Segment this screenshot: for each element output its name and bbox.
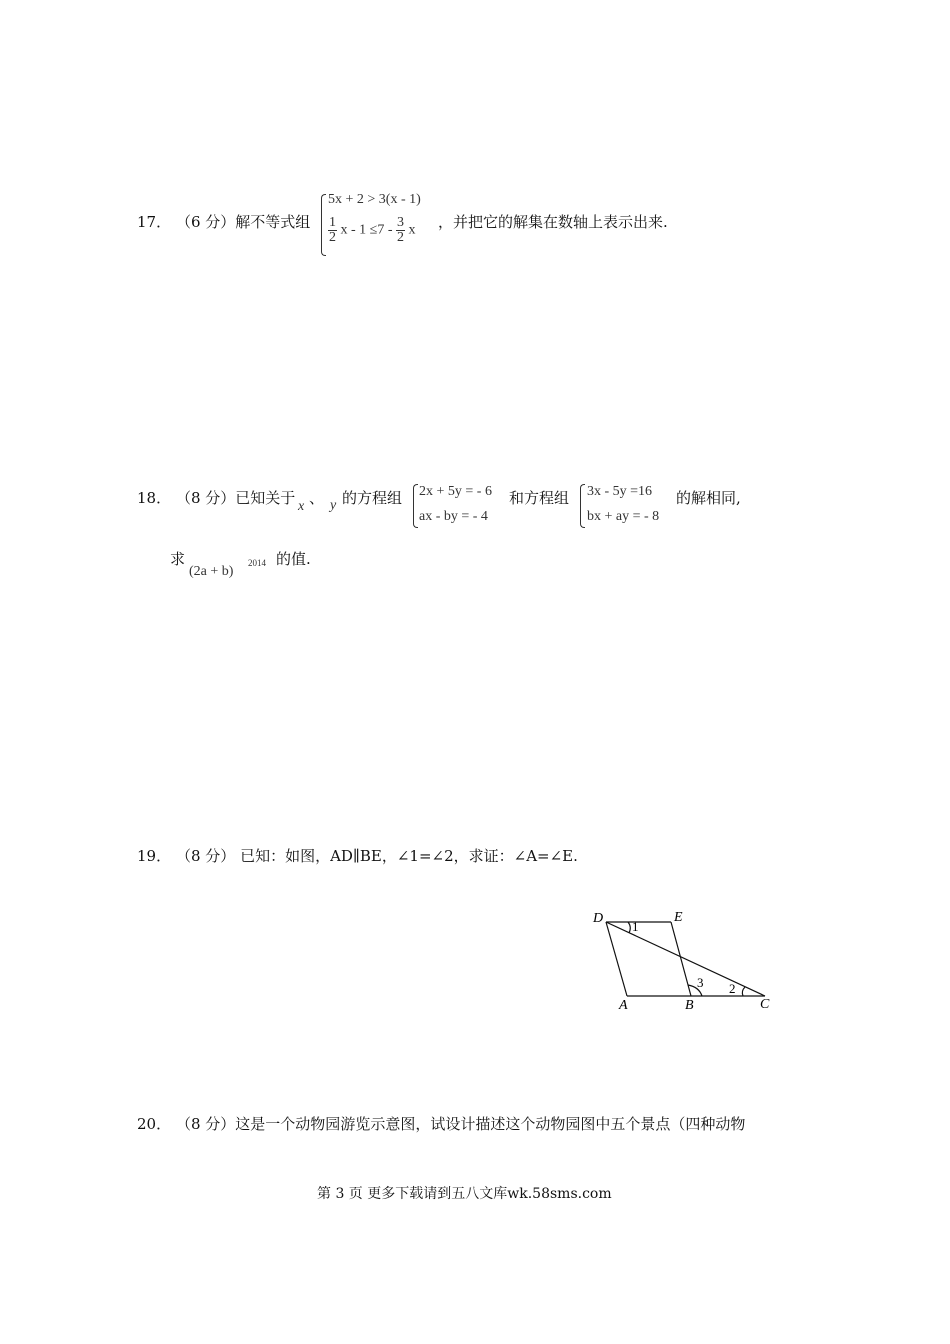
q19-number: 19．	[137, 847, 172, 865]
q19-geometry-figure	[585, 905, 780, 1015]
point-label-E: E	[674, 910, 683, 925]
point-label-D: D	[593, 911, 604, 926]
q18-system2-eq2: bx + ay = - 8	[587, 509, 660, 524]
q18-system2-eq1: 3x - 5y =16	[587, 484, 653, 499]
angle-label-3: 3	[697, 975, 704, 990]
q17-number: 17．	[137, 213, 172, 231]
q17-inequality-1: 5x + 2 > 3(x - 1)	[328, 192, 421, 207]
q18-line2-tail: 的值.	[276, 550, 311, 568]
page-footer: 第 3 页 更多下载请到五八文库wk.58sms.com	[317, 1186, 612, 1202]
point-label-B: B	[685, 998, 694, 1013]
q18-score: （8 分）已知关于	[176, 489, 296, 507]
point-label-C: C	[760, 997, 770, 1012]
q18-var-x: x	[298, 499, 305, 514]
segment-EB	[671, 922, 691, 996]
segment-DC	[606, 922, 765, 996]
q17-tail: ，并把它的解集在数轴上表示出来.	[438, 213, 668, 231]
q17-ineq2-end: x	[408, 222, 416, 238]
q18-and-text: 和方程组	[509, 489, 570, 507]
segment-DA	[606, 922, 627, 996]
q19-text: （8 分） 已知：如图，AD∥BE，∠1=∠2，求证：∠A=∠E.	[176, 847, 578, 865]
angle-2-arc	[742, 987, 745, 996]
point-label-A: A	[619, 998, 628, 1013]
q17-brace	[321, 194, 326, 256]
q17-inequality-2	[328, 216, 416, 245]
q18-expression: (2a + b)	[189, 564, 234, 579]
q17-score: （6 分）解不等式组	[176, 213, 311, 231]
q18-tail: 的解相同,	[676, 489, 741, 507]
q18-line2-prefix: 求	[170, 550, 186, 568]
angle-1-arc	[628, 922, 630, 933]
q20-number: 20．	[137, 1115, 172, 1133]
q20-text: （8 分）这是一个动物园游览示意图，试设计描述这个动物园图中五个景点（四种动物	[176, 1115, 746, 1133]
q17-frac2-den: 2	[397, 230, 405, 245]
angle-label-1: 1	[632, 919, 639, 934]
q17-ineq2-middle: x - 1 ≤7 -	[340, 222, 393, 238]
angle-label-2: 2	[729, 981, 736, 996]
q18-number: 18．	[137, 489, 172, 507]
q18-system1-eq1: 2x + 5y = - 6	[419, 484, 492, 499]
q18-mid-text: 的方程组	[342, 489, 403, 507]
q17-frac1-num: 1	[329, 215, 336, 230]
q18-separator: 、	[309, 489, 325, 507]
q18-var-y: y	[330, 498, 337, 513]
q18-exponent: 2014	[248, 558, 266, 568]
q17-frac2-num: 3	[397, 215, 405, 230]
q18-system1-eq2: ax - by = - 4	[419, 509, 488, 524]
q17-frac1-den: 2	[329, 230, 336, 245]
q18-brace-2	[580, 484, 585, 528]
q18-brace-1	[413, 484, 418, 528]
